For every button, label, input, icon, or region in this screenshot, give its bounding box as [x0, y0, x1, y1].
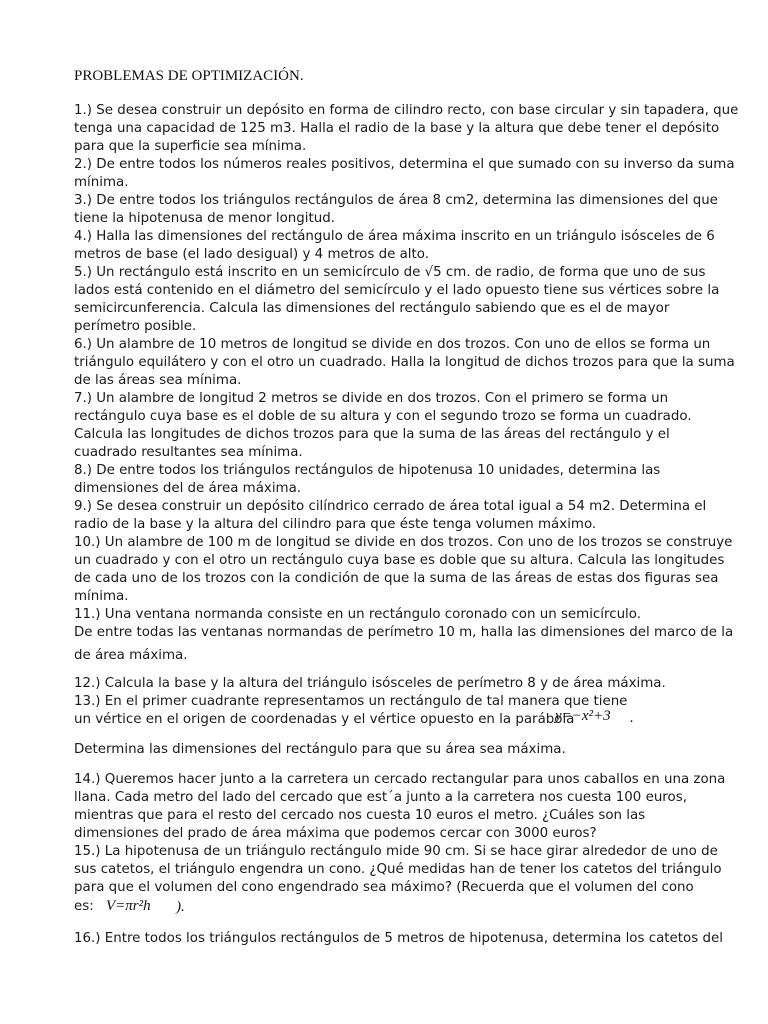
text-line: De entre todas las ventanas normandas de perímetro 10 m, halla las dimensiones del marco de la [74, 625, 734, 640]
text-line: radio de la base y la altura del cilindro para que éste tenga volumen máximo. [74, 517, 597, 532]
text-line: un cuadrado y con el otro un rectángulo cuya base es doble que su altura. Calcula las longitudes [74, 553, 725, 568]
text-line: 8.) De entre todos los triángulos rectángulos de hipotenusa 10 unidades, determina las [74, 463, 661, 478]
text-line: 1.) Se desea construir un depósito en forma de cilindro recto, con base circular y sin tapadera, que [74, 103, 739, 118]
document-title: PROBLEMAS DE OPTIMIZACIÓN. [74, 68, 304, 84]
text-line: 9.) Se desea construir un depósito cilíndrico cerrado de área total igual a 54 m2. Determina el [74, 499, 707, 514]
text-line: un vértice en el origen de coordenadas y el vértice opuesto en la parábola [74, 712, 575, 727]
text-line: perímetro posible. [74, 319, 197, 334]
text-line: 4.) Halla las dimensiones del rectángulo de área máxima inscrito en un triángulo isósceles de 6 [74, 229, 715, 244]
text-line: 12.) Calcula la base y la altura del triángulo isósceles de perímetro 8 y de área máxima. [74, 676, 666, 691]
text-line: de las áreas sea mínima. [74, 373, 242, 388]
text-line: mientras que para el resto del cercado nos cuesta 10 euros el metro. ¿Cuáles son las [74, 808, 646, 823]
text-line: para que la superficie sea mínima. [74, 139, 307, 154]
text-line: 7.) Un alambre de longitud 2 metros se divide en dos trozos. Con el primero se forma un [74, 391, 669, 406]
cone-volume-formula-tail: ). [176, 899, 185, 915]
text-line: tiene la hipotenusa de menor longitud. [74, 211, 336, 226]
parabola-formula: y=−x²+3 [555, 708, 611, 724]
text-line: de área máxima. [74, 648, 188, 663]
text-line: 14.) Queremos hacer junto a la carretera un cercado rectangular para unos caballos en una zona [74, 772, 726, 787]
text-line: sus catetos, el triángulo engendra un cono. ¿Qué medidas han de tener los catetos del triángulo [74, 862, 722, 877]
text-line: dimensiones del de área máxima. [74, 481, 302, 496]
text-line: 13.) En el primer cuadrante representamos un rectángulo de tal manera que tiene [74, 694, 628, 709]
text-line: 11.) Una ventana normanda consiste en un rectángulo coronado con un semicírculo. [74, 607, 641, 622]
text-line: 10.) Un alambre de 100 m de longitud se divide en dos trozos. Con uno de los trozos se construye [74, 535, 733, 550]
text-line: Determina las dimensiones del rectángulo para que su área sea máxima. [74, 742, 566, 757]
text-line: tenga una capacidad de 125 m3. Halla el radio de la base y la altura que debe tener el depósito [74, 121, 720, 136]
text-line: llana. Cada metro del lado del cercado que est´a junto a la carretera nos cuesta 100 euros, [74, 790, 687, 805]
text-line: es: [74, 899, 94, 914]
text-line: mínima. [74, 175, 129, 190]
text-line: rectángulo cuya base es el doble de su altura y con el segundo trozo se forma un cuadrado. [74, 409, 692, 424]
text-line: metros de base (el lado desigual) y 4 metros de alto. [74, 247, 429, 262]
text-line: 2.) De entre todos los números reales positivos, determina el que sumado con su inverso da suma [74, 157, 735, 172]
parabola-formula-tail: . [630, 710, 634, 726]
text-line: mínima. [74, 589, 129, 604]
text-line: 3.) De entre todos los triángulos rectángulos de área 8 cm2, determina las dimensiones del que [74, 193, 718, 208]
text-line: 16.) Entre todos los triángulos rectángulos de 5 metros de hipotenusa, determina los catetos del [74, 931, 723, 946]
text-line: 15.) La hipotenusa de un triángulo rectángulo mide 90 cm. Si se hace girar alrededor de uno de [74, 844, 718, 859]
text-line: Calcula las longitudes de dichos trozos para que la suma de las áreas del rectángulo y el [74, 427, 670, 442]
text-line: semicircunferencia. Calcula las dimensiones del rectángulo sabiendo que es el de mayor [74, 301, 670, 316]
text-line: para que el volumen del cono engendrado sea máximo? (Recuerda que el volumen del cono [74, 880, 694, 895]
text-line: 6.) Un alambre de 10 metros de longitud se divide en dos trozos. Con uno de ellos se forma un [74, 337, 711, 352]
text-line: de cada uno de los trozos con la condición de que la suma de las áreas de estas dos figuras sea [74, 571, 719, 586]
text-line: 5.) Un rectángulo está inscrito en un semicírculo de √5 cm. de radio, de forma que uno de sus [74, 265, 706, 280]
text-line: triángulo equilátero y con el otro un cuadrado. Halla la longitud de dichos trozos para que la suma [74, 355, 735, 370]
cone-volume-formula: V=πr²h [106, 898, 151, 914]
text-line: lados está contenido en el diámetro del semicírculo y el lado opuesto tiene sus vértices sobre la [74, 283, 720, 298]
text-line: dimensiones del prado de área máxima que podemos cercar con 3000 euros? [74, 826, 597, 841]
text-line: cuadrado resultantes sea mínima. [74, 445, 303, 460]
